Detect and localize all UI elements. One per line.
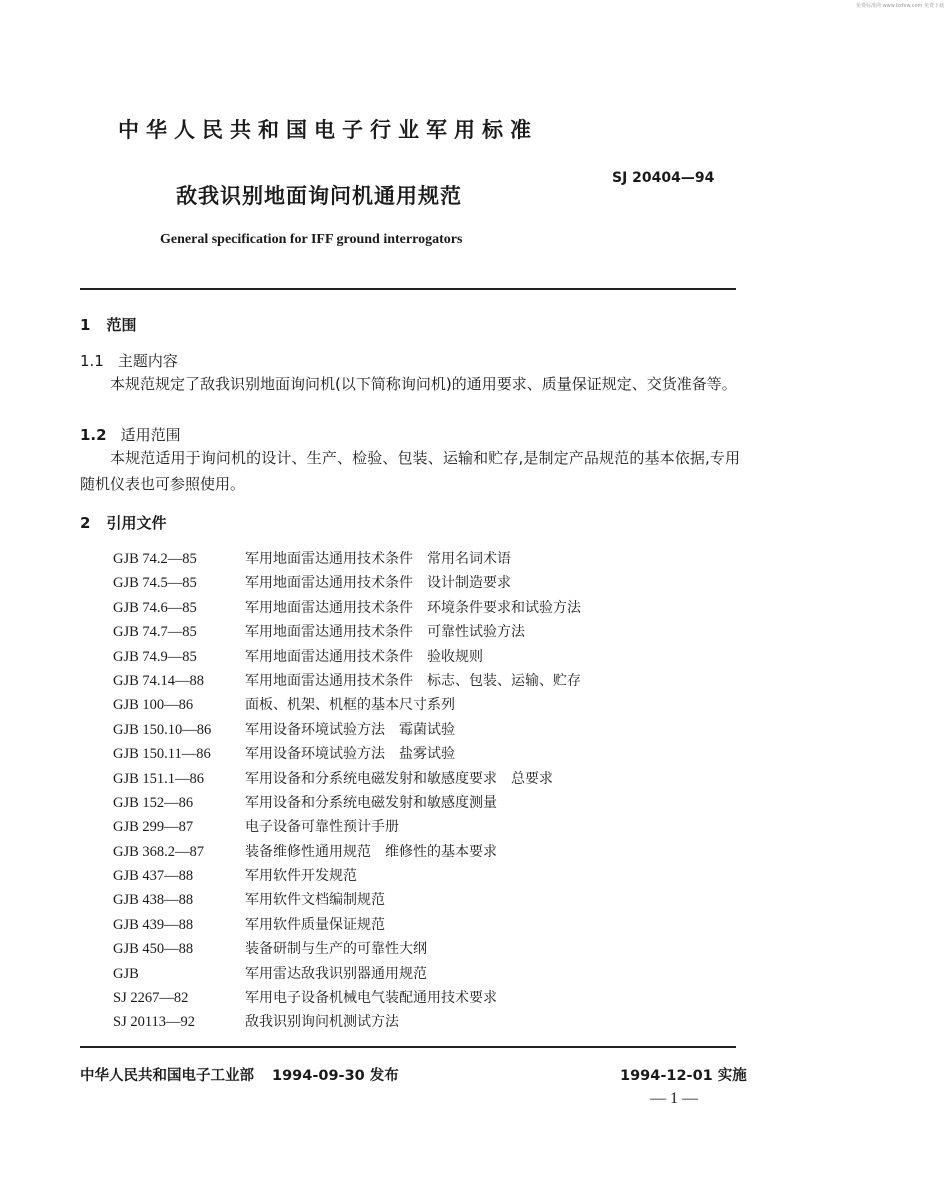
reference-code: SJ 20113—92 [113, 1014, 196, 1031]
section-1-heading [80, 314, 136, 335]
effective-date: 1994-12-01 实施 [620, 1068, 747, 1084]
reference-code: GJB 74.7—85 [113, 624, 197, 641]
subsection-number: 1.2 [80, 426, 107, 444]
reference-code: GJB 74.14—88 [113, 672, 205, 689]
reference-title: 敌我识别询问机测试方法 [245, 1014, 399, 1031]
reference-title: 军用软件文档编制规范 [245, 892, 385, 909]
reference-code: GJB [113, 965, 139, 982]
reference-code: GJB 74.6—85 [113, 599, 197, 616]
reference-title: 军用设备环境试验方法 霉菌试验 [245, 721, 455, 738]
reference-code: SJ 2267—82 [113, 990, 189, 1007]
reference-item [113, 645, 581, 669]
reference-code: GJB 74.5—85 [113, 575, 197, 592]
reference-code: GJB 74.9—85 [113, 648, 197, 665]
reference-item [113, 962, 581, 986]
reference-code: GJB 150.10—86 [113, 721, 212, 738]
subsection-title: 主题内容 [117, 352, 178, 370]
section-number: 1 [80, 316, 91, 334]
document-code: SJ 20404—94 [612, 170, 715, 186]
reference-code: GJB 151.1—86 [113, 770, 205, 787]
reference-title: 军用电子设备机械电气装配通用技术要求 [245, 990, 497, 1007]
reference-item [113, 742, 581, 766]
english-title: General specification for IFF ground interrogators [160, 232, 463, 247]
reference-title: 军用设备和分系统电磁发射和敏感度测量 [245, 794, 497, 811]
document-title: 敌我识别地面询问机通用规范 [176, 184, 462, 208]
header-divider [80, 288, 736, 290]
reference-code: GJB 74.2—85 [113, 551, 197, 567]
reference-title: 军用地面雷达通用技术条件 验收规则 [245, 648, 483, 665]
subsection-1-1-heading [80, 350, 178, 371]
reference-item [113, 888, 581, 912]
reference-code: GJB 368.2—87 [113, 843, 205, 860]
subsection-title: 适用范围 [120, 426, 181, 444]
reference-title: 电子设备可靠性预计手册 [245, 819, 399, 836]
subsection-1-2-text: 本规范适用于询问机的设计、生产、检验、包装、运输和贮存,是制定产品规范的基本依据,专用随机仪表也可参照使用。 [80, 449, 740, 493]
reference-item [113, 693, 581, 717]
reference-code: GJB 437—88 [113, 868, 194, 885]
reference-title: 军用雷达敌我识别器通用规范 [245, 965, 427, 982]
reference-item [113, 767, 581, 791]
reference-item [113, 864, 581, 888]
reference-item [113, 1010, 581, 1034]
page-number: — 1 — [650, 1090, 698, 1107]
subsection-1-1-text: 本规范规定了敌我识别地面询问机(以下简称询问机)的通用要求、质量保证规定、交货准备等。 [110, 375, 737, 393]
reference-title: 军用地面雷达通用技术条件 可靠性试验方法 [245, 624, 525, 641]
reference-code: GJB 152—86 [113, 794, 194, 811]
reference-title: 军用设备环境试验方法 盐雾试验 [245, 746, 455, 763]
reference-item [113, 547, 581, 571]
reference-item [113, 620, 581, 644]
issuer-name: 中华人民共和国电子工业部 [80, 1068, 254, 1084]
watermark: 免费标准网 www.bzfxw.com 免费下载 [856, 3, 944, 9]
reference-title: 军用软件开发规范 [245, 868, 357, 885]
issuing-agency-title: 中华人民共和国电子行业军用标准 [118, 118, 538, 142]
reference-item [113, 986, 581, 1010]
reference-title: 军用地面雷达通用技术条件 设计制造要求 [245, 575, 511, 592]
reference-item [113, 718, 581, 742]
footer-divider [80, 1046, 736, 1048]
section-title: 范围 [106, 316, 137, 334]
issuer-line [80, 1064, 399, 1085]
reference-item [113, 840, 581, 864]
reference-title: 装备研制与生产的可靠性大纲 [245, 941, 427, 958]
issue-date: 1994-09-30 发布 [272, 1068, 399, 1084]
reference-title: 装备维修性通用规范 维修性的基本要求 [245, 843, 497, 860]
subsection-1-2-heading [80, 424, 181, 445]
reference-code: GJB 299—87 [113, 819, 194, 836]
reference-title: 军用地面雷达通用技术条件 常用名词术语 [245, 551, 511, 567]
reference-title: 军用地面雷达通用技术条件 标志、包装、运输、贮存 [245, 672, 581, 689]
reference-title: 面板、机架、机框的基本尺寸系列 [245, 697, 455, 714]
reference-title: 军用设备和分系统电磁发射和敏感度要求 总要求 [245, 770, 553, 787]
reference-item [113, 596, 581, 620]
reference-item [113, 937, 581, 961]
subsection-number: 1.1 [80, 352, 104, 370]
reference-item [113, 815, 581, 839]
reference-code: GJB 439—88 [113, 916, 194, 933]
reference-item [113, 791, 581, 815]
reference-item [113, 913, 581, 937]
section-title: 引用文件 [106, 514, 167, 532]
reference-code: GJB 100—86 [113, 697, 194, 714]
reference-code: GJB 150.11—86 [113, 746, 211, 763]
reference-item [113, 571, 581, 595]
section-2-heading [80, 512, 166, 533]
reference-title: 军用软件质量保证规范 [245, 916, 385, 933]
reference-item [113, 669, 581, 693]
reference-list [113, 547, 581, 1035]
reference-code: GJB 450—88 [113, 941, 194, 958]
reference-code: GJB 438—88 [113, 892, 194, 909]
section-number: 2 [80, 514, 91, 532]
reference-title: 军用地面雷达通用技术条件 环境条件要求和试验方法 [245, 599, 581, 616]
